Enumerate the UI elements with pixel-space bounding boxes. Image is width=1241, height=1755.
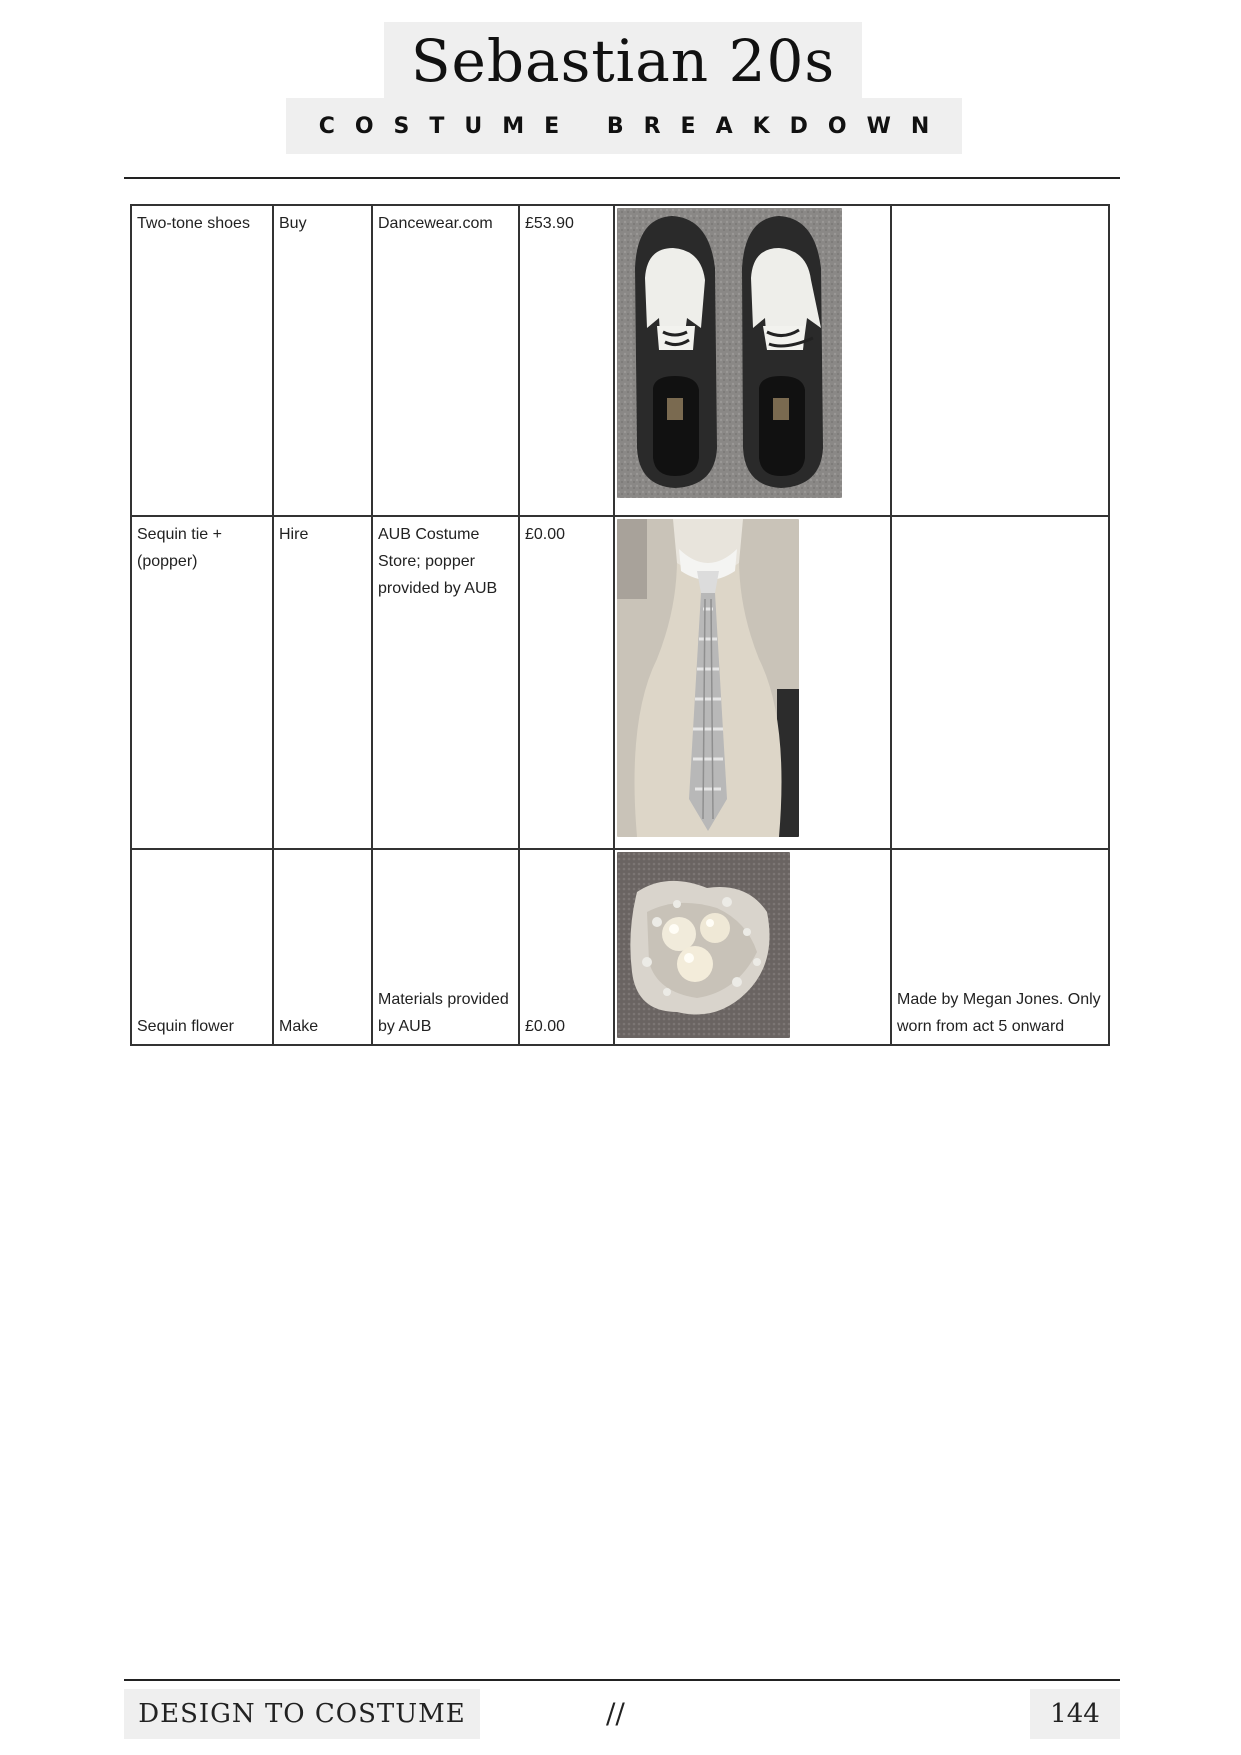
footer-divider xyxy=(124,1679,1120,1681)
image-cell xyxy=(614,516,891,849)
table-row xyxy=(131,205,1109,516)
method-cell: Buy xyxy=(273,205,372,516)
table-row xyxy=(131,849,1109,1045)
footer-title: DESIGN TO COSTUME xyxy=(138,1699,466,1729)
header-divider xyxy=(124,177,1120,179)
cost-cell: £0.00 xyxy=(519,516,614,849)
notes-cell: Made by Megan Jones. Only worn from act 5 onward xyxy=(891,849,1109,1045)
item-cell: Sequin tie + (popper) xyxy=(131,516,273,849)
method-cell: Hire xyxy=(273,516,372,849)
item-cell: Two-tone shoes xyxy=(131,205,273,516)
footer-title-box xyxy=(124,1689,480,1739)
page-title: Sebastian 20s xyxy=(410,27,836,95)
subtitle-box xyxy=(286,98,962,154)
notes-cell xyxy=(891,205,1109,516)
source-cell: Dancewear.com xyxy=(372,205,519,516)
cost-cell: £0.00 xyxy=(519,849,614,1045)
footer-separator: // xyxy=(606,1697,625,1730)
table-row xyxy=(131,516,1109,849)
sequin-flower-photo xyxy=(617,852,790,1038)
cost-cell: £53.90 xyxy=(519,205,614,516)
title-box xyxy=(384,22,862,100)
notes-cell xyxy=(891,516,1109,849)
page-subtitle: COSTUME BREAKDOWN xyxy=(318,113,950,139)
page-number-box xyxy=(1030,1689,1120,1739)
method-cell: Make xyxy=(273,849,372,1045)
item-cell: Sequin flower xyxy=(131,849,273,1045)
page-number: 144 xyxy=(1050,1699,1100,1729)
costume-breakdown-table xyxy=(130,204,1110,1046)
sequin-tie-photo xyxy=(617,519,799,837)
image-cell xyxy=(614,205,891,516)
source-cell: AUB Costume Store; popper provided by AUB xyxy=(372,516,519,849)
two-tone-shoes-photo xyxy=(617,208,842,498)
image-cell xyxy=(614,849,891,1045)
source-cell: Materials provided by AUB xyxy=(372,849,519,1045)
